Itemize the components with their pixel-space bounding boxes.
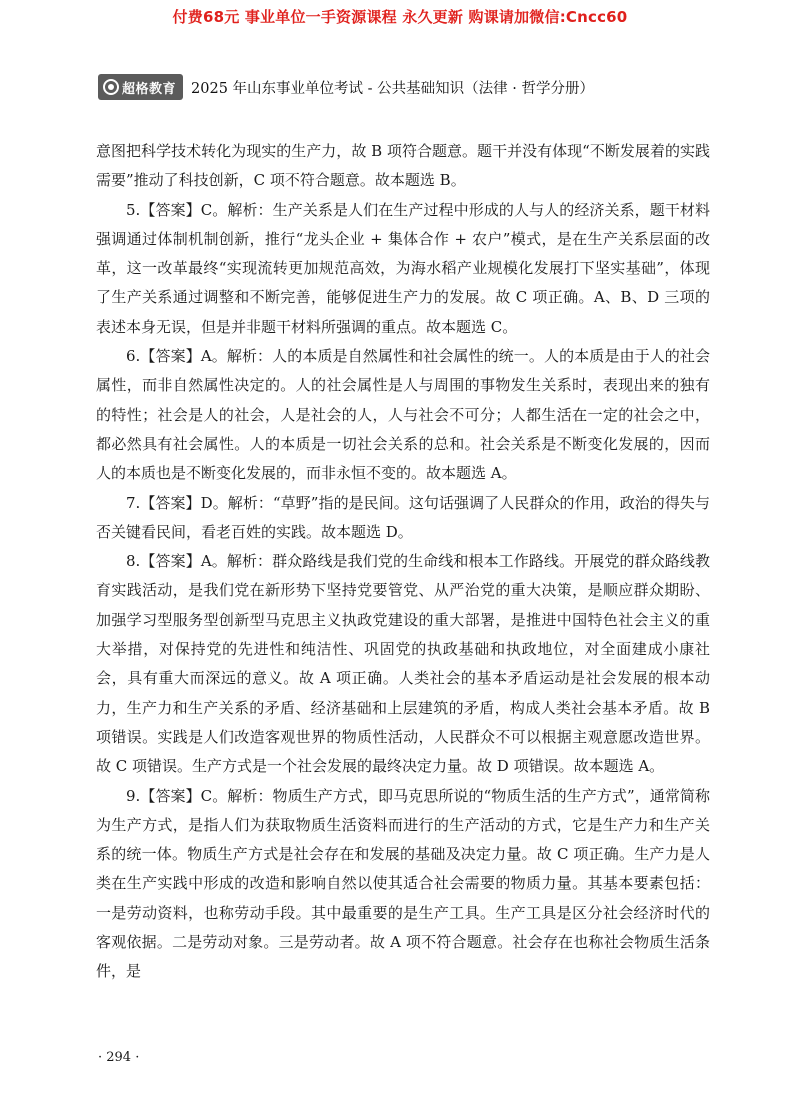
- page-number: · 294 ·: [98, 1050, 140, 1065]
- header-title: 2025 年山东事业单位考试 - 公共基础知识（法律 · 哲学分册）: [191, 80, 594, 97]
- answer-paragraph-6: 6.【答案】A。解析：人的本质是自然属性和社会属性的统一。人的本质是由于人的社会属性，而非自然属性决定的。人的社会属性是人与周围的事物发生关系时，表现出来的独有的特性；社会是人的社会，人是社会的人，人与社会不可分；人都生活在一定的社会之中，都必然具有社会属性。人的本质是一切社会关系的总和。社会关系是不断变化发展的，因而人的本质也是不断变化发展的，而非永恒不变的。故本题选 A。: [96, 347, 710, 483]
- answer-paragraph-7: 7.【答案】D。解析：“草野”指的是民间。这句话强调了人民群众的作用，政治的得失与否关键看民间，看老百姓的实践。故本题选 D。: [96, 493, 710, 541]
- logo-icon: [103, 79, 119, 95]
- answer-paragraph-8: 8.【答案】A。解析：群众路线是我们党的生命线和根本工作路线。开展党的群众路线教育实践活动，是我们党在新形势下坚持党要管党、从严治党的重大决策，是顺应群众期盼、加强学习型服务型创新型马克思主义执政党建设的重大部署，是推进中国特色社会主义的重大举措，对保持党的先进性和纯洁性、巩固党的执政基础和执政地位，对全面建成小康社会，具有重大而深远的意义。故 A 项正确。人类社会的基本矛盾运动是社会发展的根本动力，生产力和生产关系的矛盾、经济基础和上层建筑的矛盾，构成人类社会基本矛盾。故 B 项错误。实践是人们改造客观世界的物质性活动，人民群众不可以根据主观意愿改造世界。故 C 项错误。生产方式是一个社会发展的最终决定力量。故 D 项错误。故本题选 A。: [96, 552, 710, 776]
- answer-paragraph-9: 9.【答案】C。解析：物质生产方式，即马克思所说的“物质生活的生产方式”，通常简称为生产方式，是指人们为获取物质生活资料而进行的生产活动的方式，它是生产力和生产关系的统一体。物质生产方式是社会存在和发展的基础及决定力量。故 C 项正确。生产力是人类在生产实践中形成的改造和影响自然以使其适合社会需要的物质力量。其基本要素包括：一是劳动资料，也称劳动手段。其中最重要的是生产工具。生产工具是区分社会经济时代的客观依据。二是劳动对象。三是劳动者。故 A 项不符合题意。社会存在也称社会物质生活条件，是: [96, 786, 710, 981]
- paragraph-continuation: 意图把科学技术转化为现实的生产力，故 B 项符合题意。题干并没有体现“不断发展着的实践需要”推动了科技创新，C 项不符合题意。故本题选 B。: [96, 142, 710, 190]
- logo-text: 超格教育: [122, 81, 177, 97]
- answer-paragraph-5: 5.【答案】C。解析：生产关系是人们在生产过程中形成的人与人的经济关系，题干材料强调通过体制机制创新，推行“龙头企业 + 集体合作 + 农户”模式，是在生产关系层面的改革，这一改革最终“实现流转更加规范高效，为海水稻产业规模化发展打下坚实基础”，体现了生产关系通过调整和不断完善，能够促进生产力的发展。故 C 项正确。A、B、D 三项的表述本身无误，但是并非题干材料所强调的重点。故本题选 C。: [96, 200, 710, 336]
- document-body: [96, 137, 710, 987]
- watermark-banner: 付费68元 事业单位一手资源课程 永久更新 购课请加微信:Cncc60: [172, 8, 628, 26]
- publisher-logo: [98, 74, 183, 100]
- page-header: [98, 72, 718, 102]
